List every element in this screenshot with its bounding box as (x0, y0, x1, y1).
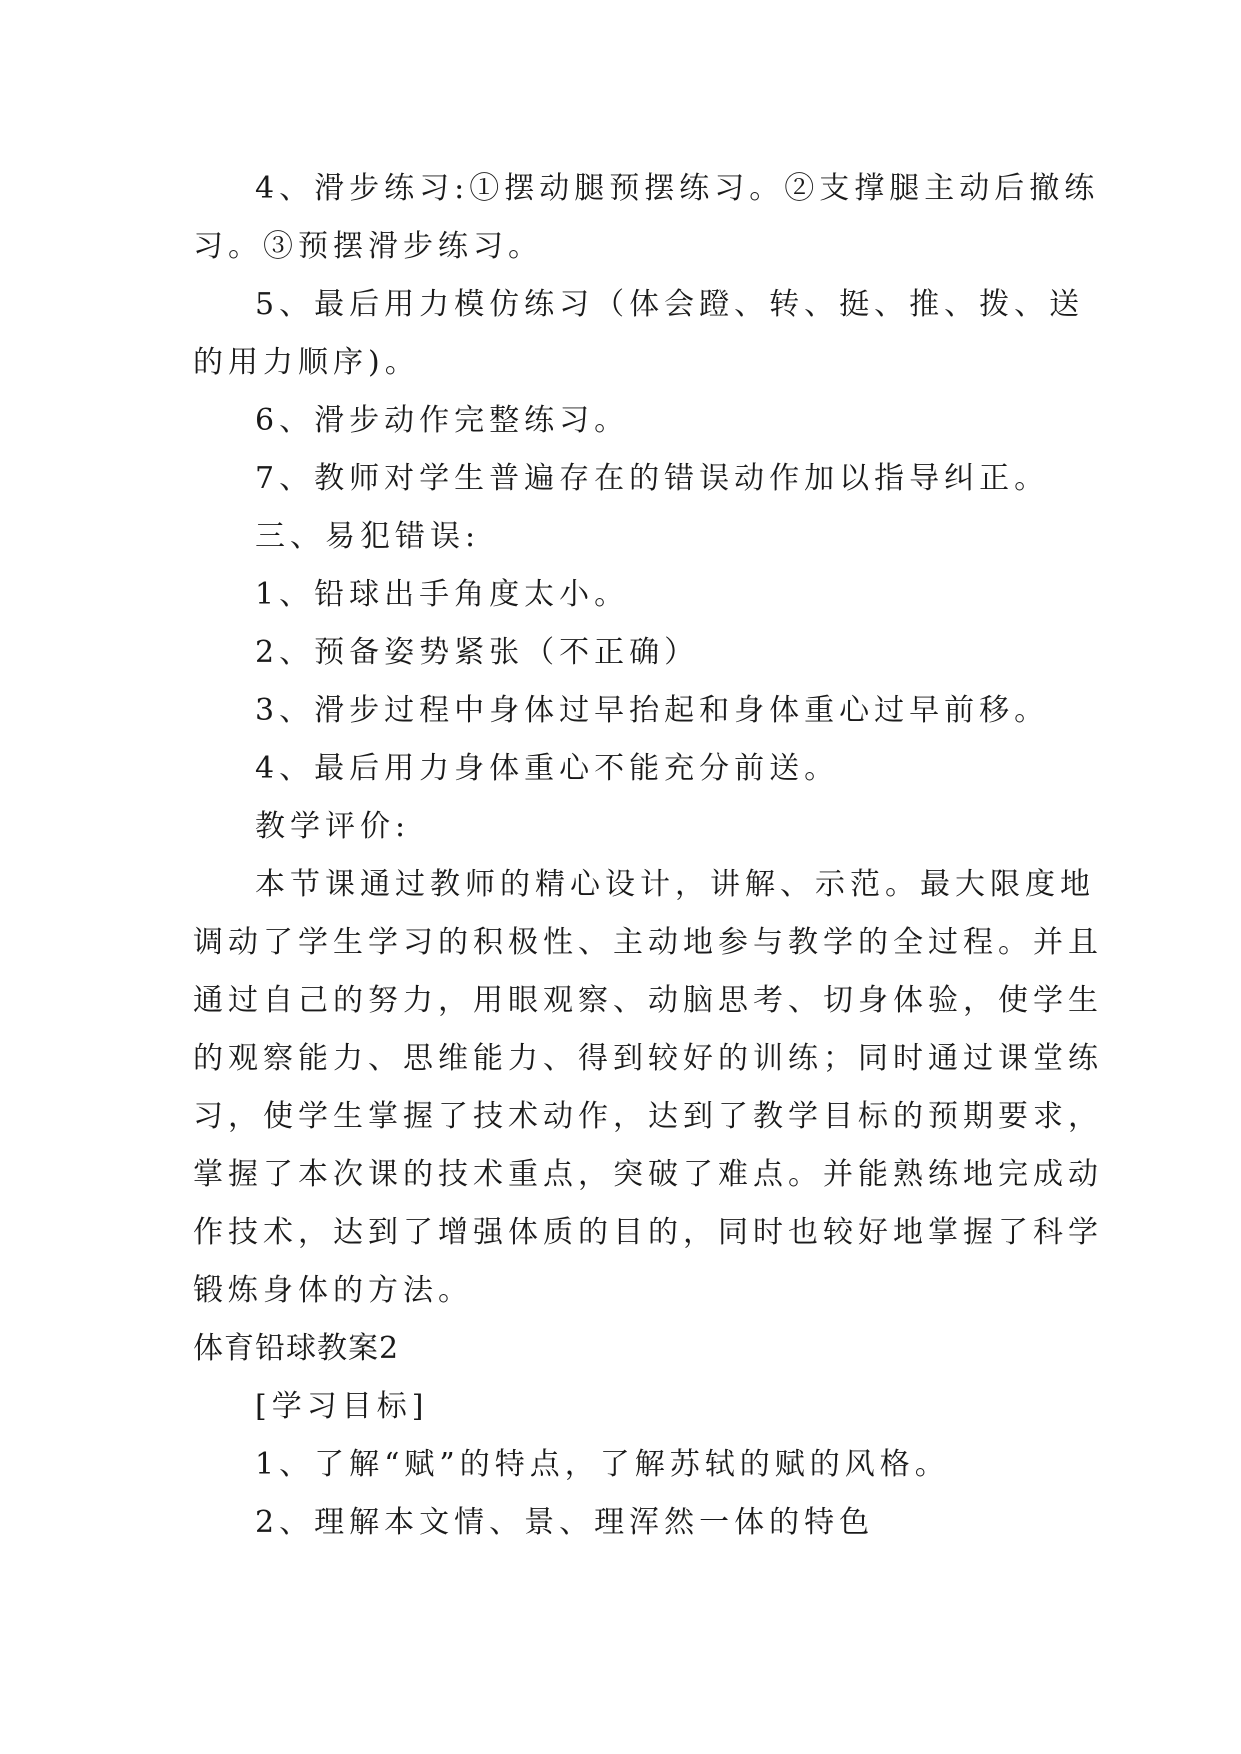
text-line: 2、预备姿势紧张（不正确） (255, 635, 700, 670)
text-line: 作技术，达到了增强体质的目的，同时也较好地掌握了科学 (193, 1215, 1103, 1250)
text-line: 2、理解本文情、景、理浑然一体的特色 (255, 1505, 875, 1540)
text-line: 4、滑步练习:①摆动腿预摆练习。②支撑腿主动后撤练 (255, 171, 1100, 206)
section-heading: [学习目标] (255, 1389, 429, 1424)
text-line: 本节课通过教师的精心设计，讲解、示范。最大限度地 (255, 867, 1095, 902)
text-line: 习。③预摆滑步练习。 (193, 229, 543, 264)
text-line: 习，使学生掌握了技术动作，达到了教学目标的预期要求， (193, 1099, 1103, 1134)
text-line: 通过自己的努力，用眼观察、动脑思考、切身体验，使学生 (193, 983, 1103, 1018)
section-heading: 三、易犯错误: (255, 519, 481, 554)
document-title: 体育铅球教案2 (193, 1331, 400, 1366)
text-line: 掌握了本次课的技术重点，突破了难点。并能熟练地完成动 (193, 1157, 1103, 1192)
text-line: 1、铅球出手角度太小。 (255, 577, 630, 612)
text-line: 6、滑步动作完整练习。 (255, 403, 630, 438)
text-line: 4、最后用力身体重心不能充分前送。 (255, 751, 840, 786)
text-line: 锻炼身体的方法。 (193, 1273, 473, 1308)
section-heading: 教学评价: (255, 809, 411, 844)
text-line: 5、最后用力模仿练习（体会蹬、转、挺、推、拨、送 (255, 287, 1085, 322)
text-line: 的观察能力、思维能力、得到较好的训练；同时通过课堂练 (193, 1041, 1103, 1076)
text-line: 1、了解“赋”的特点，了解苏轼的赋的风格。 (255, 1447, 950, 1482)
text-line: 7、教师对学生普遍存在的错误动作加以指导纠正。 (255, 461, 1050, 496)
document-body (193, 160, 1103, 1552)
text-line: 的用力顺序)。 (193, 345, 420, 380)
text-line: 调动了学生学习的积极性、主动地参与教学的全过程。并且 (193, 925, 1103, 960)
text-line: 3、滑步过程中身体过早抬起和身体重心过早前移。 (255, 693, 1050, 728)
